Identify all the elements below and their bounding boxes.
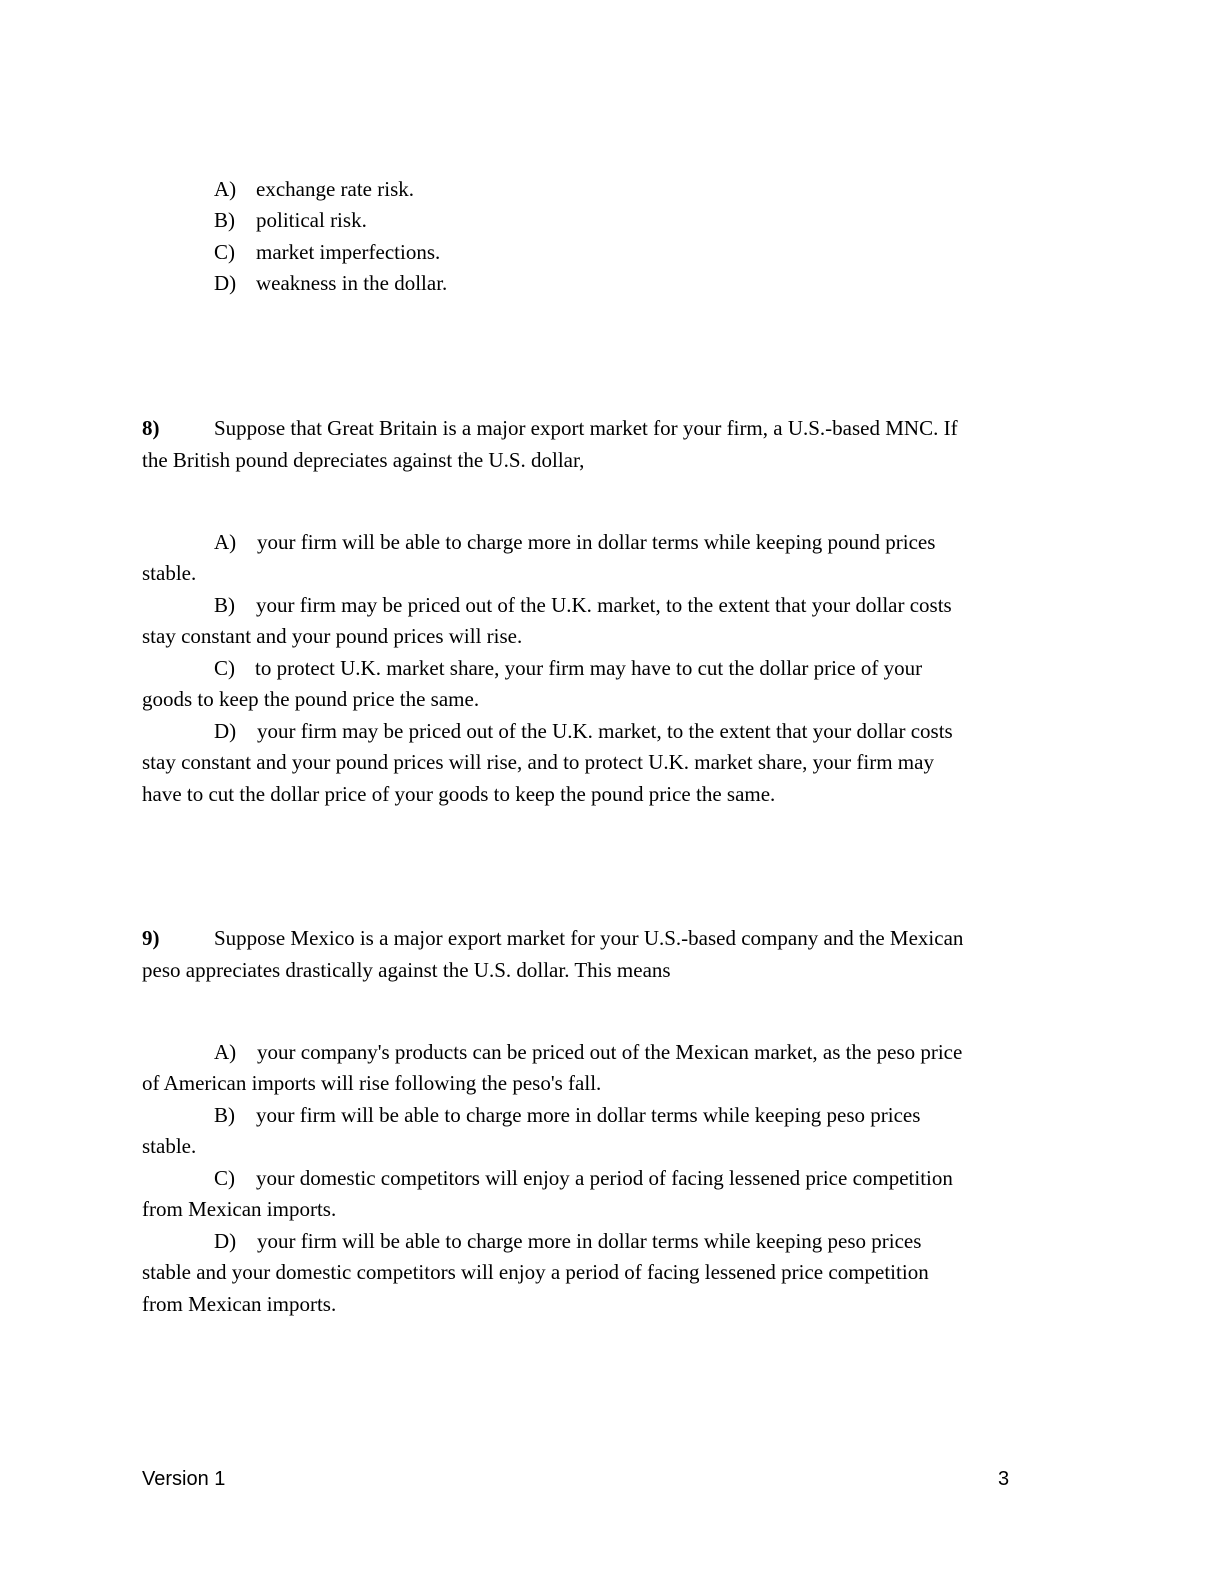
q8-choice-c (214, 656, 922, 680)
choice-label: D) (214, 719, 237, 743)
choice-text: exchange rate risk. (256, 177, 415, 201)
choice-continuation: goods to keep the pound price the same. (142, 687, 480, 711)
q7-choice-b (214, 208, 367, 232)
q7-choice-a (214, 177, 414, 201)
choice-continuation: stay constant and your pound prices will rise. (142, 624, 523, 648)
choice-text: your firm will be able to charge more in dollar terms while keeping peso prices (257, 1229, 922, 1253)
choice-continuation: stable and your domestic competitors will enjoy a period of facing lessened price competition (142, 1260, 929, 1284)
question-stem-line: peso appreciates drastically against the U.S. dollar. This means (142, 958, 671, 982)
choice-label: D) (214, 1229, 237, 1253)
choice-text: weakness in the dollar. (256, 271, 448, 295)
q9-choice-b (214, 1103, 920, 1127)
choice-label: B) (214, 208, 235, 232)
choice-continuation: from Mexican imports. (142, 1197, 337, 1221)
q9-choice-c (214, 1166, 953, 1190)
question-stem-line: Suppose that Great Britain is a major export market for your firm, a U.S.-based MNC. If (214, 416, 958, 440)
q9-choice-d (214, 1229, 921, 1253)
question-number: 9) (142, 926, 160, 950)
q9-choice-a (214, 1040, 962, 1064)
choice-label: A) (214, 177, 237, 201)
choice-label: D) (214, 271, 237, 295)
question-stem-line: Suppose Mexico is a major export market for your U.S.-based company and the Mexican (214, 926, 964, 950)
choice-text: market imperfections. (256, 240, 441, 264)
choice-label: A) (214, 530, 237, 554)
choice-text: your domestic competitors will enjoy a period of facing lessened price competition (256, 1166, 953, 1190)
choice-text: your firm may be priced out of the U.K. market, to the extent that your dollar costs (256, 593, 952, 617)
choice-continuation: of American imports will rise following the peso's fall. (142, 1071, 602, 1095)
choice-label: C) (214, 1166, 235, 1190)
choice-label: B) (214, 593, 235, 617)
footer-page-number: 3 (998, 1468, 1010, 1490)
choice-text: your firm will be able to charge more in dollar terms while keeping peso prices (256, 1103, 921, 1127)
choice-label: C) (214, 240, 235, 264)
question-stem-line: the British pound depreciates against the U.S. dollar, (142, 448, 585, 472)
choice-label: A) (214, 1040, 237, 1064)
choice-continuation: stay constant and your pound prices will rise, and to protect U.K. market share, your firm may (142, 750, 934, 774)
choice-label: C) (214, 656, 235, 680)
choice-continuation: from Mexican imports. (142, 1292, 337, 1316)
q7-choice-c (214, 240, 440, 264)
choice-continuation: stable. (142, 1134, 197, 1158)
choice-label: B) (214, 1103, 235, 1127)
q8-choice-d (214, 719, 953, 743)
choice-text: political risk. (256, 208, 367, 232)
choice-text: your firm will be able to charge more in dollar terms while keeping pound prices (257, 530, 936, 554)
q8-choice-b (214, 593, 952, 617)
question-number: 8) (142, 416, 160, 440)
q7-choice-d (214, 271, 447, 295)
choice-continuation: stable. (142, 561, 197, 585)
choice-continuation: have to cut the dollar price of your goods to keep the pound price the same. (142, 782, 776, 806)
choice-text: your company's products can be priced out of the Mexican market, as the peso price (257, 1040, 963, 1064)
choice-text: to protect U.K. market share, your firm may have to cut the dollar price of your (255, 656, 923, 680)
footer-version: Version 1 (142, 1468, 226, 1490)
choice-text: your firm may be priced out of the U.K. market, to the extent that your dollar costs (257, 719, 953, 743)
q8-choice-a (214, 530, 935, 554)
